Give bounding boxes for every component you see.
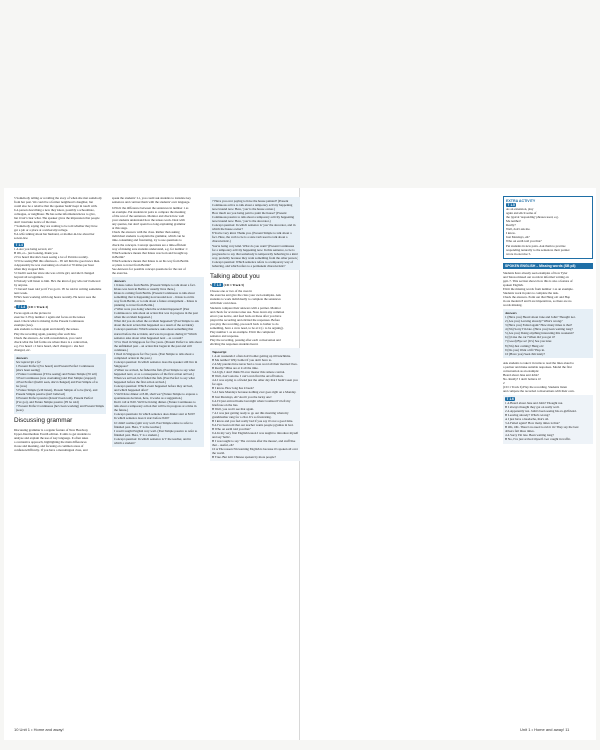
text-line: 2 What were you doing when the accident happened? (Past bbox=[114, 307, 190, 312]
text-line: 8 A I've been told that our teacher wants people pyjamas in bed. bbox=[212, 422, 294, 427]
text-line: in are modern 8 and 9 are imperatives, so there are no bbox=[503, 299, 572, 304]
text-line: example (Are). bbox=[14, 323, 34, 328]
text-line: behaving, and which refers to a permanent characteristic? bbox=[212, 263, 286, 268]
text-line: 1 Present Perfect (I've heard) and Present Perfect Continuous bbox=[16, 363, 94, 368]
text-line: the unfinished past – an action that began in the past and still bbox=[114, 343, 192, 348]
task-2-instructions bbox=[503, 361, 593, 393]
text-line: Play the recording again, pausing after each line. bbox=[14, 331, 77, 336]
text-line: B I always thought they got on really well. bbox=[505, 405, 560, 410]
text-line: 6 (I) Like the car! When did you get it? bbox=[505, 335, 556, 340]
intro-notes bbox=[14, 196, 106, 241]
text-line: when they stopped him. bbox=[14, 266, 45, 271]
text-line: Concept question: In which sentence is 'I' the teacher, and in bbox=[114, 436, 191, 441]
text-line: 5 Future Simple (will listen), Present Simple of to be (he's), and bbox=[16, 388, 98, 393]
text-line: Me neither! bbox=[506, 219, 521, 224]
text-line: 9 (Do you) Want a lift? Hop in. bbox=[505, 347, 545, 352]
text-line: 3 (Have you) Failed again? How many times is that? bbox=[505, 323, 573, 328]
text-line: Concept question: In which sentence is 'you' the decorator, and in bbox=[212, 223, 296, 228]
text-line: don't trust/take notice of the man. bbox=[14, 220, 57, 225]
text-line: way, probably because they want something from the other person.) bbox=[212, 255, 298, 260]
text-line: Just Mondays, eh? bbox=[506, 235, 530, 240]
text-line: Concept questions: In which sentence does dinner start at 8.00? bbox=[114, 412, 195, 417]
text-line: for a temporary activity happening now. In this sentence, to be is bbox=[212, 247, 295, 252]
text-line: 1 A Are you being served, sir? bbox=[14, 246, 53, 251]
text-line: B Oh, er... just looking, thank you. bbox=[14, 250, 59, 255]
text-line: 6 I didn't realize (split very well. Past Simple entire to refer to bbox=[114, 420, 193, 425]
text-line: When we arrived, he'd fished the fish. (Past Perfect to say what bbox=[114, 376, 195, 381]
text-line: spoken English. bbox=[503, 282, 524, 287]
text-line: Concept question: Which event happened before they arrived, bbox=[114, 384, 193, 389]
text-line: I know. bbox=[506, 231, 516, 236]
text-line: I lived in Singapore for five years. (Past Simple to talk about a bbox=[114, 351, 194, 356]
text-line: 6 Elicit the difference between the sentences in number 1 as bbox=[112, 206, 189, 211]
tapescript-box bbox=[503, 395, 593, 444]
answers-box: Answers 1 (Have you) Heard about Jane and John? Thought not. 2 (Are you) Leaving already? What's wrong? 3 (Have you) Failed again? How many times is that? 4 (I'm) Sorry I'm late. (Have you) been waiting long? 5 (Are you) Doing anything interesting this weekend? 6 (I) Like the car! When did you get it? 7 (Good) Bye so! (It's) See you later. 8 (I'm) Just coming! Hang on! 9 (Do you) Want a lift? Hop in. 10 (Have you) Seen Jim lately? bbox=[503, 309, 593, 358]
text-line: drivers fail three times. bbox=[505, 429, 535, 434]
text-line: planning to travel from Berlin.) bbox=[114, 303, 155, 308]
text-line: in Berlin? bbox=[112, 254, 125, 259]
text-line: B Well, you won't see that again. bbox=[212, 406, 254, 411]
text-line: (sees) bbox=[16, 408, 24, 413]
text-line: sentence asks about what happened next – as a result? bbox=[114, 335, 183, 340]
text-line: 3 A Failed again? How many times is that? bbox=[505, 421, 560, 426]
extra-activity-text bbox=[506, 207, 590, 256]
text-line: Heard about Jane and John? bbox=[503, 372, 539, 377]
text-line: any queries, but don't spend too long explaining grammar bbox=[112, 222, 186, 227]
text-line: I wasn't taught English very well. (Past Simple passive to refer to bbox=[114, 428, 198, 433]
grammar-paragraph bbox=[14, 428, 106, 452]
text-line: 7 Have you ever paying to have the house painted? (Present bbox=[212, 199, 289, 203]
text-line: 2 I've heard that she's been seeing a lot of Patrick recently. bbox=[14, 254, 89, 259]
text-line: pp6–7. This section shows how this is also a feature of bbox=[503, 278, 573, 283]
text-line: talk about a temporary action that will be in progress at a time in bbox=[114, 404, 197, 409]
text-line: be (was) bbox=[16, 384, 27, 389]
intro-lines bbox=[112, 196, 204, 204]
answers-list bbox=[505, 315, 591, 355]
section-heading: Talking about you bbox=[210, 272, 260, 280]
text-line: the exercise. bbox=[112, 270, 128, 275]
text-line: Concept questions: Which sentence asks about something that bbox=[114, 327, 194, 332]
text-line: 4 Past Perfect (hadn't seen, she'd changed) and Past Simple of to bbox=[16, 380, 99, 385]
text-line: 9 A In my very first English lesson I was taught to introduce myself bbox=[212, 430, 298, 435]
text-line: changed, etc. bbox=[14, 347, 31, 352]
text-line: Put students in new pairs. Ask them to practise bbox=[506, 243, 566, 248]
text-line: something, have a crew need, to be at it (= to be arguing). bbox=[210, 325, 284, 330]
text-line: of the rest of the sentences. Monitor and check how well bbox=[112, 214, 185, 219]
text-line: confusion/difficulty. If you have a monolingual class, and bbox=[14, 448, 88, 453]
tapescript-list bbox=[14, 247, 106, 304]
text-line: 8 A wife talking about her husband, or mother-in-law about her bbox=[14, 232, 95, 237]
text-line: beyond all recognition. bbox=[14, 274, 44, 279]
text-line: 2 bbox=[503, 380, 505, 385]
text-line: B Just Mondays, eh? Aren't you the lucky one! bbox=[212, 394, 272, 399]
spoken-english-text bbox=[503, 271, 593, 307]
text-line: analyse and explain the use of key language. It often takes bbox=[14, 435, 89, 440]
left-page-column-2 bbox=[112, 196, 204, 450]
text-line: B Really? Mine are at it all the time. bbox=[212, 366, 259, 371]
text-line: got a job or a place at a university/college. bbox=[14, 228, 69, 233]
text-line: when the accident happened.) bbox=[114, 315, 152, 320]
text-line: 3 I've lived in Singapore for five years. (Present Perfect to talk about bbox=[114, 339, 202, 344]
text-line: and which happened after? bbox=[114, 388, 149, 393]
text-line: grandmother rang for a chat. It's so frustrating. bbox=[212, 414, 272, 419]
text-line: that – useful, eh? bbox=[212, 443, 234, 448]
text-line: and say 'hello'. bbox=[212, 434, 231, 439]
text-line: now/around now. Here, 'you' is the decorator.) bbox=[212, 219, 271, 224]
left-page-column-3: 7 Have you ever paying to have the house painted? (Present Continuous active to talk about a temporary activity happening now/around now. Here, 'you' is the house owner.) How much are you being paid to paint the house? (Present Continuous passive to talk about a temporary activity happening now/around now. Here, 'you' is the decorator.) Concept question: In which sentence is 'you' the decorator, and in which the house owner? 8 You're very kind. Thank you. (Present Simple to talk about a fact. Here, the verb to be is a state verb used to talk about a characteristic.) You're being very kind. What do you want? (Present Continuous for a temporary activity happening now. In this sentence, to be is progressive to say that somebody is temporarily behaving in a kind way, probably because they want something from the other person.) Concept question: Which sentence refers to a temporary way of behaving, and which refers to a permanent characteristic? Talking about you 5 T 1.5 (CD 1 Track 5) Choose one or two of the cues in the exercise and give the class your own examples. Ask students to work individually to complete the sentences with their own ideas. Students compare their answers with a partner. Monitor and check for accurate tense use. Note down any common errors you notice, and feed back on these after you have played the recording and elicited the responses. Before you play the recording, pre-teach back to bother to do something, have a crew need, to be at it (= to be arguing). Play number 1 as an example. Elicit the completed sentence and response. Play the recording, pausing after each conversation and eliciting the responses students heard. Tapescript 1 A At weekends I often don't bother getting up till lunchtime. B Me neither! Why bother if you don't have to. 2 A My parents have never had a cross word all their married lives. B Really? Mine are at it all the time. 3 A Ugh, I don't think I'll ever master this remote control. B Well, don't ask me. I can't even find the on/off button. 4 A I was saying to a friend just the other day that I hadn't seen you for ages. B I know. How long has it been? 5 A I hate Mondays because nothing ever goes right on a Monday. B Just Mondays, eh? Aren't you the lucky one! 6 A I'd just arrived home last night when I realized I'd left my briefcase on the bus. B Well, you won't see that again. 7 A I was just getting ready to go out this morning when my grandmother rang for a chat. It's so frustrating. B I know and you feel really bad if you say it's not a good time. 8 A I've been told that our teacher wants people pyjamas in bed. B Who on earth told you that? 9 A In my very first English lesson I was taught to introduce myself and say 'hello'. B I was taught to say 'The cat runs after the mouse', and stuff like that – useful, eh? 10 A The reason I'm learning English is because it's spoken all over the world. B True. But isn't Chinese spoken by more people? bbox=[210, 196, 300, 463]
audio-tag: T 1.5 bbox=[507, 203, 515, 208]
text-line: (she's been seeing) bbox=[16, 367, 40, 372]
text-line: sentences and contrast them with the students' own language. bbox=[112, 200, 191, 205]
text-line: B I know and you feel really bad if you say it's not a good time. bbox=[212, 418, 294, 423]
answers-list bbox=[16, 364, 104, 413]
text-line: responding naturally to the sentences their partner bbox=[506, 247, 570, 252]
right-page-side-column bbox=[503, 196, 593, 446]
text-line: Singapore? bbox=[114, 363, 129, 368]
tapescript-list bbox=[212, 354, 298, 459]
audio-tag: T 1.5 bbox=[213, 283, 222, 288]
text-line: e.g. I've heard = I have heard, she'd changed = she had bbox=[14, 343, 84, 348]
text-line: No. Really? I don't believe it! bbox=[503, 376, 541, 381]
text-line: the exercise and give the class your own examples. Ask bbox=[210, 293, 281, 298]
text-line: characteristic.) bbox=[212, 239, 231, 244]
text-line: Well, don't ask me. bbox=[506, 227, 531, 232]
text-line: Elicit the missing words from number 1 as an example. bbox=[503, 286, 574, 291]
text-line: Check the answers. As with consolidation, you could bbox=[14, 335, 82, 340]
text-line: Continuous passive to talk about a temporary activity happening bbox=[212, 215, 295, 220]
answers-box: Answers 1 Klaus comes from Berlin. (Present Simple to talk about a fact. Klaus was born in Berlin or usually lives there.) Klaus is coming from Berlin. (Present Continuous to talk about something that is happening now/around now – Klaus is on his way from Berlin, or to talk about a future arrangement – Klaus is planning to travel from Berlin.) 2 What were you doing when the accident happened? (Past Continuous to talk about an action that was in progress in the past when the accident happened.) What did you do when the accident happened? (Past Simple to ask about the next action that happened as a result of the accident) Concept questions: Which sentence asks about something that started before the accident, and was in progress during it? Which sentence asks about what happened next – as a result? 3 I've lived in Singapore for five years. (Present Perfect to talk about the unfinished past – an action that began in the past and still continues.) I lived in Singapore for five years. (Past Simple to talk about a completed action in the past.) Concept question: In which sentence does the speaker still live in Singapore? 4 When we arrived, he fished the fish. (Past Simple to say what happened next, or as a consequence of the first action arrived.) When we arrived, he'd fished the fish. (Past Perfect to say what happened before the first action arrived.) Concept question: Which event happened before they arrived, and which happened after? 5 We'll have dinner at 8.00, shall we? (Future Simple to express a spontaneous decision, here, it works as a suggestion.) Don't call at 8.00. We'll be having dinner. (Future Continuous to talk about a temporary action that will be in progress at a time in the future.) Concept questions: In which sentence does dinner start at 8.00? In which sentence does it start before 8.00? 6 I didn't realize (split very well. Past Simple entire to refer to finished past. Here, 'I' is the teacher.) I wasn't taught English very well. (Past Simple passive to refer to finished past. Here, 'I' is a student.) Concept question: In which sentence is 'I' the teacher, and in which a student? bbox=[112, 277, 204, 447]
text-line: or plans to travel from Berlin? bbox=[112, 262, 151, 267]
text-line: individual students to explain the grammar, which can be bbox=[112, 234, 185, 239]
text-line: Focus again on the picture in bbox=[14, 311, 51, 316]
text-line: finished past. Here, 'I' is the teacher.) bbox=[114, 424, 162, 429]
text-line: 7 Somebody saying they are waiting to be told whether they have bbox=[14, 224, 98, 229]
text-line: 7 A I was just getting ready to go out this morning when my bbox=[212, 410, 289, 415]
text-line: and compare the recorded conversations with their own. bbox=[503, 388, 575, 393]
text-line: from her past. We could be a former neighbour's daughter, but bbox=[14, 200, 94, 205]
text-line: 7 (Good) Bye so! (It's) See you later. bbox=[505, 339, 552, 344]
text-line: your students understand how the tenses work. Deal with bbox=[112, 218, 185, 223]
text-line: See Answers for possible concept questions for the rest of bbox=[112, 266, 186, 271]
text-line: Present Simple passive (isn't believed) bbox=[16, 392, 66, 397]
text-line: B Who on earth told you that? bbox=[212, 426, 251, 431]
answers-list bbox=[114, 283, 202, 445]
text-line: speak the students' L1, you could ask students to translate key bbox=[112, 196, 191, 200]
text-line: played the recording and elicited the responses. Before bbox=[210, 317, 280, 322]
text-line: with their own ideas. bbox=[210, 301, 237, 306]
text-line: way of making sure students understand, e.g. for number 1: bbox=[112, 246, 188, 251]
text-line: something that is happening now/around now – Klaus is on his bbox=[114, 295, 195, 300]
text-line: B Well, don't ask me. I can't even find the on/off button. bbox=[212, 374, 284, 379]
audio-tag: T 1.4 bbox=[15, 242, 23, 247]
text-line: 4 A I was saying to a friend just the other day that I hadn't seen you bbox=[212, 378, 298, 383]
text-line: 1 Klaus comes from Berlin. (Present Simple to talk about a fact. bbox=[114, 282, 196, 287]
text-line: 7 I haven't been told yet if I've got it. I'll be told in writing sometime bbox=[14, 287, 102, 292]
text-line: 7 Present Perfect Continuous (he's been working) and Present Simple bbox=[16, 404, 104, 409]
text-line: 2 A Apparently not. John's been seeing his ex-girlfriend. bbox=[505, 409, 577, 414]
text-line: an example. Put students in pairs to compare the meaning bbox=[112, 210, 186, 215]
audio-tag: T 1.6 bbox=[506, 397, 514, 402]
text-line: As an extension, play bbox=[506, 207, 534, 212]
tapescript-list bbox=[505, 401, 591, 441]
page-footer-left: 10 Unit 1 • Home and away! bbox=[14, 727, 64, 732]
audio-tag: T 1.4 bbox=[17, 305, 26, 310]
text-line: and check for accurate tense use. Note down any common bbox=[210, 309, 285, 314]
track-label: (CD 1 Track 5) bbox=[223, 283, 244, 288]
text-line: completed action in the past.) bbox=[114, 355, 152, 360]
text-line: but it isn't clear what. The speaker gives the impression that people bbox=[14, 216, 100, 221]
text-line: Klaus was born in Berlin or usually lives there.) bbox=[114, 286, 176, 291]
text-line: happened before the first action arrived.) bbox=[114, 380, 167, 385]
section-heading: Discussing grammar bbox=[14, 417, 73, 425]
text-line: again and elicit some of bbox=[506, 211, 537, 216]
text-line: the typical 'responding' phrases used, e.g. bbox=[506, 215, 559, 220]
task-4-instructions bbox=[14, 311, 106, 351]
text-line: 1 A Heard about Jane and John? Thought not. bbox=[505, 401, 564, 406]
text-line: B Leaving already? What's wrong? bbox=[505, 413, 550, 418]
text-line: In which sentence does it start before 8.00? bbox=[114, 416, 170, 421]
text-line: Discussing grammar is a regular feature of New Headway bbox=[14, 427, 88, 432]
text-line: a partner and make suitable responses. Model the first bbox=[503, 364, 572, 369]
text-line: 3 Past Continuous (was overtaking) and Past Simple (stopped) bbox=[16, 375, 96, 380]
text-line: son-in-law. bbox=[14, 236, 29, 241]
text-line: You're being very kind. What do you want? (Present Continuous bbox=[212, 243, 295, 248]
text-line: the world. bbox=[212, 451, 225, 456]
text-line: 4 (I'm) Sorry I'm late. (Have you) been waiting long? bbox=[505, 327, 573, 332]
text-line: colleague, or neighbour. He has some information/news to give, bbox=[14, 212, 96, 217]
text-line: Ask students to take it in turns to read the lines aloud to bbox=[503, 360, 574, 365]
text-line: B True. But isn't Chinese spoken by more people? bbox=[212, 455, 276, 460]
text-line: Students have already seen examples of how Tyler bbox=[503, 270, 568, 275]
text-line: Students compare their answers with a partner. Monitor bbox=[210, 305, 281, 310]
text-line: 2 A My parents have never had a cross word all their married lives. bbox=[212, 362, 298, 367]
text-line: 8 You're very kind. Thank you. (Present Simple to talk about a bbox=[212, 231, 292, 236]
text-line: 4 A Sorry I'm late. Been waiting long? bbox=[505, 433, 554, 438]
text-line: (CD 1 Track 6) Play the recording. Students listen bbox=[503, 384, 567, 389]
text-line: 6 Present Perfect passive (haven't been told), Present Perfect bbox=[16, 396, 94, 401]
text-line: 2 (Are you) Leaving already? What's wrong? bbox=[505, 319, 563, 324]
text-line: Continuous to talk about an action that was in progress in the past bbox=[114, 311, 198, 316]
text-line: Which sentence means that Klaus is on his way from Berlin bbox=[112, 258, 189, 263]
text-line: 1 (Have you) Heard about Jane and John? Thought not. bbox=[505, 315, 576, 320]
tapescript-box: Tapescript 1 A At weekends I often don't bother getting up till lunchtime. B Me neither! Why bother if you don't have to. 2 A My parents have never had a cross word all their married lives. B Really? Mine are at it all the time. 3 A Ugh, I don't think I'll ever master this remote control. B Well, don't ask me. I can't even find the on/off button. 4 A I was saying to a friend just the other day that I hadn't seen you for ages. B I know. How long has it been? 5 A I hate Mondays because nothing ever goes right on a Monday. B Just Mondays, eh? Aren't you the lucky one! 6 A I'd just arrived home last night when I realized I'd left my briefcase on the bus. B Well, you won't see that again. 7 A I was just getting ready to go out this morning when my grandmother rang for a chat. It's so frustrating. B I know and you feel really bad if you say it's not a good time. 8 A I've been told that our teacher wants people pyjamas in bed. B Who on earth told you that? 9 A In my very first English lesson I was taught to introduce myself and say 'hello'. B I was taught to say 'The cat runs after the mouse', and stuff like that – useful, eh? 10 A The reason I'm learning English is because it's spoken all over the world. B True. But isn't Chinese spoken by more people? bbox=[210, 348, 300, 461]
extra-activity-box: EXTRA ACTIVITY T 1.5 As an extension, play again and elicit some of the typical 'responding' phrases used, e.g. Me neither! Really? Well, don't ask me. I know. Just Mondays, eh? Who on earth told you that? Put students in new pairs. Ask them to practise responding naturally to the sentences their partner wrote in exercise 5. bbox=[503, 196, 593, 259]
text-line: A I just have a headache, that's all. bbox=[505, 417, 550, 422]
text-line: spontaneous decision, here, it works as a suggestion.) bbox=[114, 396, 183, 401]
text-line: could also be a relative that the speaker hadn't kept in touch with. bbox=[14, 204, 98, 209]
text-line: eliciting the responses students heard. bbox=[210, 341, 259, 346]
text-line: B I was taught to say 'The cat runs after the mouse', and stuff like bbox=[212, 439, 296, 444]
text-line: 4 When we arrived, he fished the fish. (Past Simple to say what bbox=[114, 367, 195, 372]
text-line: Really? bbox=[506, 223, 516, 228]
text-line: sentence and response. bbox=[210, 333, 240, 338]
text-line: used. Check what is missing in the Present Continuous bbox=[14, 319, 84, 324]
text-line: How much are you being paid to paint the house? (Present bbox=[212, 211, 287, 216]
text-line: a contrastive approach, highlighting the main differences bbox=[14, 440, 87, 445]
text-line: 6 A I'd just arrived home last night when I realized I'd left my bbox=[212, 398, 291, 403]
answers-box: Answers See tapescript 4 for 1 Present Perfect (I've heard) and Present Perfect Continuous (she's been seeing) 2 Future Continuous (I'll be seeing) and Future Simple (I'll tell) 3 Past Continuous (was overtaking) and Past Simple (stopped) 4 Past Perfect (hadn't seen, she'd changed) and Past Simple of to be (was) 5 Future Simple (will listen), Present Simple of to be (he's), and Present Simple passive (isn't believed) 6 Present Perfect passive (haven't been told), Present Perfect (I've got), and Future Simple passive (I'll be told) 7 Present Perfect Continuous (he's been working) and Present Simple (sees) bbox=[14, 354, 106, 415]
text-line: 5 I hadn't seen her since she was a little girl, and she'd changed bbox=[14, 270, 95, 275]
text-line: started before the accident, and was in progress during it? Which bbox=[114, 331, 197, 336]
text-line: Check the answers. Point out that Hang on! and Hop bbox=[503, 294, 571, 299]
text-line: about the next action that happened as a result of the accident) bbox=[114, 323, 194, 328]
text-line: the future.) bbox=[114, 408, 129, 413]
text-line: check what the full forms are where there is a contraction, bbox=[14, 339, 89, 344]
text-line: 5 We'll have dinner at 8.00, shall we? (Future Simple to express a bbox=[114, 392, 198, 397]
text-line: B OK, OK. There's no need to rub it in! They say the best bbox=[505, 425, 579, 430]
text-line: happened next, or as a consequence of the first action arrived.) bbox=[114, 371, 194, 376]
text-line: B I know. How long has it been? bbox=[212, 386, 254, 391]
text-line: What did you do when the accident happened? (Past Simple to ask bbox=[114, 319, 199, 324]
text-line: 8 He's been working with long hours recently. He never sees the bbox=[14, 295, 96, 300]
text-line: wrote in exercise 5. bbox=[506, 251, 531, 256]
text-line: Continuous active to talk about a temporary activity happening bbox=[212, 203, 293, 208]
text-line: errors you notice, and feed back on these after you have bbox=[210, 313, 282, 318]
text-line: Play the recording, pausing after each conversation and bbox=[210, 337, 281, 342]
text-line: Upper-Intermediate Fourth edition. It aims to get students to bbox=[14, 431, 91, 436]
text-line: Choose one or two of the cues in bbox=[210, 289, 252, 294]
answers-continued bbox=[210, 197, 300, 270]
text-line: B No, I've just arrived myself. Got caught in traffic. bbox=[505, 437, 572, 442]
text-line: 2 Future Continuous (I'll be seeing) and Future Simple (I'll tell) bbox=[16, 371, 97, 376]
left-page-column-1: 5 Somebody telling or recalling the story of when she met somebody from her past. We could be a former neighbour's daughter, but could also be a relative that the speaker hadn't kept in touch with. 6 A person describing a new they know, possibly a schoolmate, colleague, or neighbour. He has some information/news to give, but it isn't clear what. The speaker gives the impression that people don't trust/take notice of the man. 7 Somebody saying they are waiting to be told whether they have got a job or a place at a university/college. 8 A wife talking about her husband, or mother-in-law about her son-in-law. T 1.4 1 A Are you being served, sir? B Oh, er... just looking, thank you. 2 I've heard that she's been seeing a lot of Patrick recently. 3 I'll be seeing Bill this afternoon – I'll tell him the good news then. 4 Apparently he was overtaking on a bend at 70 miles per hour when they stopped him. 5 I hadn't seen her since she was a little girl, and she'd changed beyond all recognition. 6 Nobody will listen to him. He's the kind of guy who isn't believed by anyone. 7 I haven't been told yet if I've got it. I'll be told in writing sometime next week. 8 He's been working with long hours recently. He never sees the children. 4 T 1.4 (CD 1 Track 4) Focus again on the picture in exercise 3. Play number 1 again and focus on the tenses used. Check what is missing in the Present Continuous example (Are). Ask students to listen again and identify the tenses. Play the recording again, pausing after each line. Check the answers. As with consolidation, you could check what the full forms are where there is a contraction, e.g. I've heard = I have heard, she'd changed = she had changed, etc. Answers See tapescript 4 for 1 Present Perfect (I've heard) and Present Perfect Continuous (she's been seeing) 2 Future Continuous (I'll be seeing) and Future Simple (I'll tell) 3 Past Continuous (was overtaking) and Past Simple (stopped) 4 Past Perfect (hadn't seen, she'd changed) and Past Simple of to be (was) 5 Future Simple (will listen), Present Simple of to be (he's), and Present Simple passive (isn't believed) 6 Present Perfect passive (haven't been told), Present Perfect (I've got), and Future Simple passive (I'll be told) 7 Present Perfect Continuous (he's been working) and Present Simple (sees) Discussing grammar Discussing grammar is a regular feature of New Headway Upper-Intermediate Fourth edition. It aims to get students to analyse and explain the use of key language. It often takes a contrastive approach, highlighting the main differences in use and meaning, and focusing on common areas of confusion/difficulty. If you have a monolingual class, and bbox=[14, 196, 104, 453]
text-line: 4 Apparently he was overtaking on a bend at 70 miles per hour bbox=[14, 262, 95, 267]
text-line: Who on earth told you that? bbox=[506, 239, 542, 244]
text-line: Check the answers with the class. Rather than asking bbox=[112, 230, 180, 235]
text-line: next week. bbox=[14, 291, 28, 296]
text-line: at this stage. bbox=[112, 226, 128, 231]
text-line: 5 (Are you) Doing anything interesting this weekend? bbox=[505, 331, 574, 336]
text-line: 8 (I'm) Just coming! Hang on! bbox=[505, 343, 544, 348]
text-line: check the concepts. Concept questions are a time-efficient bbox=[112, 242, 187, 247]
text-line: way from Berlin, or to talk about a future arrangement – Klaus is bbox=[114, 299, 197, 304]
text-line: 3 I'll be seeing Bill this afternoon – I'll tell him the good news then. bbox=[14, 258, 101, 263]
text-line: by anyone. bbox=[14, 282, 28, 287]
text-line: 5 Somebody telling or recalling the story of when she met somebody bbox=[14, 196, 102, 200]
text-line: conversation as an example: bbox=[503, 368, 540, 373]
text-line: Students work in pairs to complete the task. bbox=[503, 290, 559, 295]
text-line: children. bbox=[14, 299, 26, 304]
text-line: B Me neither! Why bother if you don't have to. bbox=[212, 358, 273, 363]
text-line: you play the recording, pre-teach back to bother to do bbox=[210, 321, 279, 326]
text-line: Don't call at 8.00. We'll be having dinner. (Future Continuous to bbox=[114, 400, 196, 405]
text-line: continues.) bbox=[114, 347, 129, 352]
track-label: (CD 1 Track 4) bbox=[27, 305, 48, 310]
text-line: Concept question: Which sentence refers to a temporary way of bbox=[212, 259, 294, 264]
text-line: words missing. bbox=[503, 303, 523, 308]
text-line: exercise 3. Play number 1 again and focus on the tenses bbox=[14, 315, 86, 320]
text-line: briefcase on the bus. bbox=[212, 402, 239, 407]
text-line: Klaus is coming from Berlin. (Present Continuous to talk about bbox=[114, 291, 195, 296]
text-line: progressive to say that somebody is temporarily behaving in a kind bbox=[212, 251, 298, 256]
text-line: Concept question: In which sentence does the speaker still live in bbox=[114, 359, 198, 364]
spoken-english-banner: SPOKEN ENGLISH – Missing words (SB p8) bbox=[503, 263, 593, 269]
text-line: 5 A I hate Mondays because nothing ever goes right on a Monday. bbox=[212, 390, 297, 395]
text-line: now/around now. Here, 'you' is the house owner.) bbox=[212, 207, 275, 212]
text-line: students to work individually to complete the sentences bbox=[210, 297, 281, 302]
task-6-instructions bbox=[112, 206, 204, 275]
text-line: for ages. bbox=[212, 382, 223, 387]
text-line: 6 Nobody will listen to him. He's the kind of guy who isn't believed bbox=[14, 278, 101, 283]
text-line: which the house owner? bbox=[212, 227, 243, 232]
page-footer-right: Unit 1 • Home and away! 11 bbox=[520, 727, 570, 732]
text-line: in use and meaning, and focusing on common areas of bbox=[14, 444, 84, 449]
text-line: time-consuming and frustrating, try to use questions to bbox=[112, 238, 182, 243]
text-line: Ask students to listen again and identify the tenses. bbox=[14, 327, 80, 332]
text-line: 3 A Ugh, I don't think I'll ever master this remote control. bbox=[212, 370, 286, 375]
text-line: (I've got), and Future Simple passive (I'll be told) bbox=[16, 400, 79, 405]
text-line: and Teresa missed out words in informal writing on bbox=[503, 274, 569, 279]
text-line: 6 A person describing a new they know, possibly a schoolmate, bbox=[14, 208, 95, 213]
text-line: 10 (Have you) Seen Jim lately? bbox=[505, 351, 546, 356]
text-line: finished past. Here, 'I' is a student.) bbox=[114, 432, 159, 437]
task-5-instructions bbox=[210, 289, 300, 346]
text-line: Play number 1 as an example. Elicit the completed bbox=[210, 329, 275, 334]
text-line: fact. Here, the verb to be is a state verb used to talk about a bbox=[212, 235, 288, 240]
text-line: Which sentence means that Klaus was born and brought up bbox=[112, 250, 188, 255]
text-line: which a student? bbox=[114, 440, 136, 445]
text-line: 10 A The reason I'm learning English is because it's spoken all over bbox=[212, 447, 298, 452]
text-line: 1 A At weekends I often don't bother getting up till lunchtime. bbox=[212, 354, 292, 359]
